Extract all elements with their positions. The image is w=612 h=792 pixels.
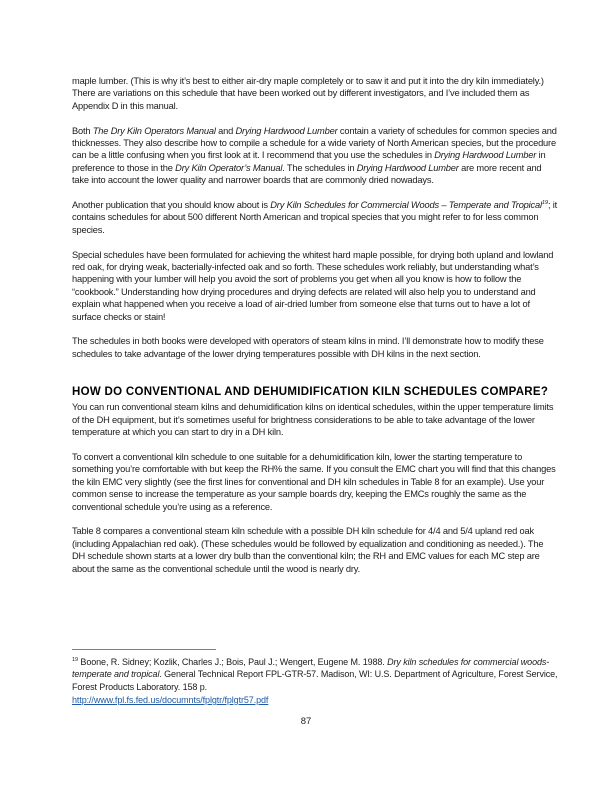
paragraph: Another publication that you should know about is Dry Kiln Schedules for Commercial Woods – Temperate and Tropical$^{19}$; it contains schedules for about 500 different North American and tropical species that you might refer to for less common species. bbox=[72, 199, 558, 235]
paragraph: Table 8 compares a conventional steam kiln schedule with a possible DH kiln schedule for 4/4 and 5/4 upland red oak (including Appalachian red oak). (These schedules would be followed by equalization and conditioning as needed.). The DH schedule shown starts at a lower dry bulb than the conventional kiln; the RH and EMC values for each MC step are about the same as the conventional schedule until the wood is nearly dry. bbox=[72, 526, 544, 574]
paragraph: Special schedules have been formulated for achieving the whitest hard maple possible, for drying both upland and lowland red oak, for drying weak, bacterially-infected oak and so forth. These schedules work reliably, but understanding what’s happening with your lumber will help you avoid the sort of problems you get when all you know is how to follow the “cookbook.” Understanding how drying procedures and drying defects are related will also help you to understand and explain what happened when you receive a load of air-dried lumber from someone else that turns out to have a lot of surface checks or stain! bbox=[72, 249, 554, 322]
footnote-text: $^{19}$ Boone, R. Sidney; Kozlik, Charles J.; Bois, Paul J.; Wengert, Eugene M. 1988. Dry kiln schedules for commercial woods-temperate and tropical. General Technical Report FPL-GTR-57. Madison, WI: U.S. Department of Agriculture, Forest Service, Forest Products Laboratory. 158 p. bbox=[72, 657, 558, 692]
paragraph: maple lumber. (This is why it’s best to either air-dry maple completely or to saw it and put it into the dry kiln immediately.) There are variations on this schedule that have been worked out by different investigators, and I’ve included them as Appendix D in this manual. bbox=[72, 76, 544, 111]
footnote-area bbox=[72, 649, 558, 706]
paragraph: To convert a conventional kiln schedule to one suitable for a dehumidification kiln, lower the starting temperature to something you’re comfortable with but keep the RH% the same. If you consult the EMC chart you will find that this changes the kiln EMC very slightly (see the first lines for conventional and DH kiln schedules in Table 8 for an example). Use your common sense to increase the temperature as your sample boards dry, keeping the EMCs roughly the same as the conventional schedule you’re using as a reference. bbox=[72, 451, 556, 512]
paragraph: You can run conventional steam kilns and dehumidification kilns on identical schedules, within the upper temperature limits of the DH equipment, but it’s sometimes useful for brightness considerations to be able to take advantage of the lower temperature at which you can start to dry in a DH kiln. bbox=[72, 402, 554, 438]
page-body bbox=[72, 75, 558, 587]
footnote-link-line bbox=[72, 694, 558, 706]
page-number: 87 bbox=[300, 716, 312, 727]
paragraph: The schedules in both books were developed with operators of steam kilns in mind. I’ll demonstrate how to modify these schedules to take advantage of the lower drying temperatures possible with DH kilns in the next section. bbox=[72, 336, 544, 359]
footnote-separator bbox=[72, 649, 216, 650]
section-heading: HOW DO CONVENTIONAL AND DEHUMIDIFICATION KILN SCHEDULES COMPARE? bbox=[72, 386, 549, 399]
footnote-link[interactable]: http://www.fpl.fs.fed.us/documnts/fplgtr/fplgtr57.pdf bbox=[72, 694, 269, 705]
paragraph: Both The Dry Kiln Operators Manual and Drying Hardwood Lumber contain a variety of schedules for common species and thicknesses. They also describe how to compile a schedule for a wide variety of North American species, but the procedure can be a little confusing when you first look at it. I recommend that you use the schedules in Drying Hardwood Lumber in preference to those in the Dry Kiln Operator’s Manual. The schedules in Drying Hardwood Lumber are more recent and take into account the lower quality and narrower boards that are commonly dried nowadays. bbox=[72, 125, 557, 186]
